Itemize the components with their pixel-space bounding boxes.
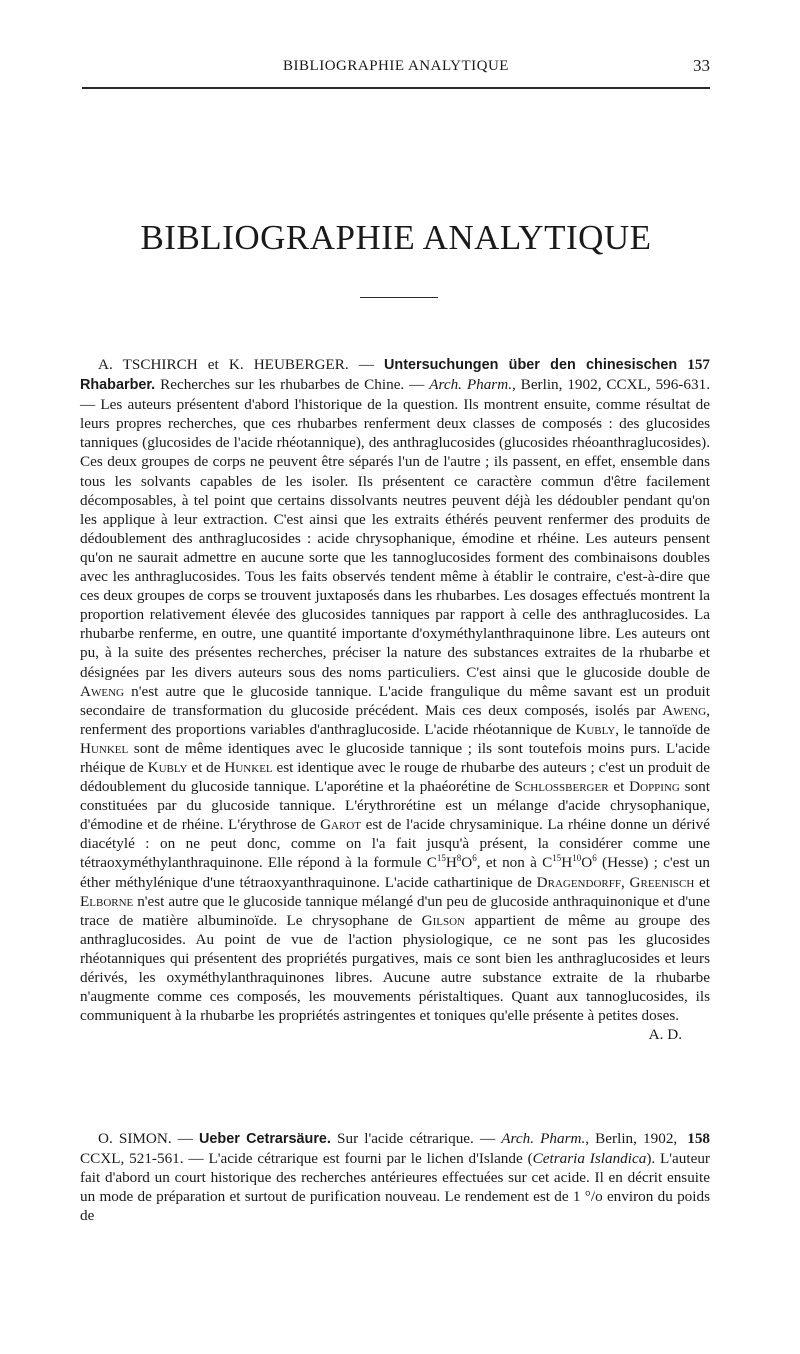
entry-reference-details: , Berlin, 1902, CCXL, 596-631. — xyxy=(80,376,710,414)
abstract-text: est de l'acide chrysaminique. La rhéine donne un dérivé diacétylé : on ne peut donc, comme on l'a fait jusqu'à présent, la considérer comme une tétraoxyméthylanthraquinone. Elle répond à la formule C xyxy=(80,816,710,872)
formula-subscript: 6 xyxy=(592,853,597,864)
cited-author: Garot xyxy=(320,816,362,834)
cited-author: Aweng xyxy=(80,682,124,700)
abstract-text: L'acide cétrarique est fourni par le lichen d'Islande ( xyxy=(208,1150,533,1168)
abstract-text: sont de même identiques avec le glucoside tannique ; ils sont toutefois moins purs. L'acide rhéique de xyxy=(80,739,710,776)
abstract-text: Les auteurs présentent d'abord l'historique de la question. Ils montrent ensuite, comme résultat de leurs propres recherches, que ces rhubarbes renferment deux classes de composés : des glucosides tanniques (glucosides de l'acide rhéotannique), des anthraglucosides (glucosides rhéoanthraglucosides). Ces deux groupes de corps ne peuvent être séparés l'un de l'autre ; ils passent, en effet, ensemble dans tous les solvants capables de les isoler. Ils présentent ce caractère commun d'être facilement décomposables, à tel point que certains dissolvants neutres peuvent déjà les dédoubler pendant qu'on les applique à leur extraction. C'est ainsi que les extraits éthérés peuvent renfermer des produits de dédoublement des anthraglucosides : acide chrysophanique, émodine et rhéine. Les auteurs pensent qu'on ne saurait admettre en aucune sorte que les tannoglucosides forment des combinaisons doubles avec les anthraglucosides. Tous les faits observés tendent même à établir le contraire, c'est-à-dire que ces deux groupes de corps se trouvent juxtaposés dans les rhubarbes. Les dosages effectués montrent la proportion relativement élevée des glucosides tanniques par rapport à celle des anthraglucosides. La rhubarbe renferme, en outre, une quantité importante d'oxyméthylanthraquinone libre. Les auteurs ont pu, à la suite des présentes recherches, préciser la nature des substances extraites de la rhubarbe et désignées par les divers auteurs sous des noms particuliers. C'est ainsi que le glucoside double de xyxy=(80,396,711,681)
cited-author: Kubly xyxy=(147,758,188,776)
species-name: Cetraria Islandica xyxy=(532,1150,647,1168)
abstract-text: (Hesse) ; c'est un éther méthylénique d'une tétraoxyanthraquinone. L'acide cathartinique de xyxy=(80,854,710,891)
entry-authors: A. TSCHIRCH et K. HEUBERGER. xyxy=(98,356,349,373)
entry-number: 157 xyxy=(687,356,710,373)
separator-dash: — xyxy=(348,356,385,373)
separator: et xyxy=(694,873,710,891)
abstract-text: ). L'auteur fait d'abord un court historique des recherches antérieures effectuées sur cet acide. Il en décrit ensuite un mode de préparation et surtout de purification nouveau. Le rendement est de 1 °/o environ du poids de xyxy=(80,1150,710,1225)
cited-author: Kubly xyxy=(575,720,616,738)
header-rule xyxy=(82,87,710,89)
abstract-text: appartient de même au groupe des anthraglucosides. Au point de vue de l'action physiologique, ce ne sont pas les glucosides rhéotanniques qui présentent des propriétés purgatives, mais ce sont bien les anthraglucosides et leurs dérivés, les oxyméthylanthraquinones libres. Aucune autre substance extraite de la rhubarbe n'augmente comme ces composés, les mouvements péristaltiques. Quant aux tannoglucosides, ils communiquent à la rhubarbe les propriétés astringentes et toniques qu'elle présente à petites doses. xyxy=(80,911,710,1025)
formula-subscript: 6 xyxy=(472,853,477,864)
cited-author: Schlossberger xyxy=(514,778,609,796)
formula-element: O xyxy=(461,854,473,872)
entry-number: 158 xyxy=(687,1130,710,1147)
formula-subscript: 15 xyxy=(436,853,446,864)
page-title: BIBLIOGRAPHIE ANALYTIQUE xyxy=(140,218,652,257)
abstract-text: n'est autre que le glucoside tannique mélangé d'un peu de glucoside anthraquinonique et d'une trace de matière albuminoïde. Le chrysophane de xyxy=(80,892,710,929)
entry-reference: Sur l'acide cétrarique. — xyxy=(330,1130,502,1147)
cited-author: Hunkel xyxy=(80,739,129,757)
formula-subscript: 15 xyxy=(552,853,562,864)
page-number: 33 xyxy=(693,56,710,75)
cited-author: Aweng xyxy=(662,701,707,719)
entry-title: Untersuchungen über den chinesischen Rhabarber. xyxy=(80,357,678,394)
abstract-text: sont constituées par du glucoside tannique. L'érythrorétine est un mélange d'acide chrysophanique, d'émodine et de rhéine. L'érythrose de xyxy=(80,778,710,834)
separator-dash: — xyxy=(171,1130,200,1147)
formula-subscript: 8 xyxy=(456,853,462,864)
abstract-text: et xyxy=(608,778,630,796)
abstract-text: n'est autre que le glucoside tannique. L'acide frangulique du même savant est un produit secondaire de transformation du glucoside précédent. Mais ces deux composés, isolés par xyxy=(80,682,710,719)
title-rule xyxy=(360,297,438,298)
journal-name: Arch. Pharm. xyxy=(429,376,512,394)
formula-element: H xyxy=(561,854,573,872)
cited-author: Elborne xyxy=(80,892,134,910)
cited-author: Greenisch xyxy=(629,873,695,891)
entry-paragraph xyxy=(80,355,711,1044)
journal-name: Arch. Pharm. xyxy=(501,1130,586,1147)
entry-title: Ueber Cetrarsäure. xyxy=(199,1131,331,1147)
running-title: BIBLIOGRAPHIE ANALYTIQUE xyxy=(283,58,509,74)
cited-author: Gilson xyxy=(421,911,465,929)
formula-subscript: 10 xyxy=(572,853,582,864)
abstract-text: , et non à C xyxy=(476,854,553,872)
reviewer-signature: A. D. xyxy=(648,1026,682,1044)
formula-element: H xyxy=(445,854,457,872)
abstract-text: et de xyxy=(187,758,225,776)
formula-element: O xyxy=(581,854,593,872)
cited-author: Hunkel xyxy=(224,758,273,776)
running-header xyxy=(82,58,710,80)
bibliography-entry xyxy=(80,355,710,1044)
abstract-text: est identique avec le rouge de rhubarbe des auteurs ; c'est un produit de dédoublement du glucoside tannique. L'aporétine et la phaéorétine de xyxy=(80,758,711,796)
entry-authors: O. SIMON. xyxy=(98,1130,172,1147)
abstract-text: , renferment des proportions variables d'anthraglucoside. L'acide rhéotannique de xyxy=(80,701,710,738)
abstract-text: , le tannoïde de xyxy=(615,720,710,738)
entry-reference: Recherches sur les rhubarbes de Chine. — xyxy=(155,376,430,394)
cited-author: Dopping xyxy=(629,778,680,796)
separator: , xyxy=(620,873,630,891)
entry-paragraph xyxy=(80,1129,710,1225)
cited-author: Dragendorff xyxy=(536,873,621,891)
bibliography-entry xyxy=(80,1129,710,1225)
entry-reference-details: , Berlin, 1902, CCXL, 521-561. — xyxy=(80,1130,678,1168)
